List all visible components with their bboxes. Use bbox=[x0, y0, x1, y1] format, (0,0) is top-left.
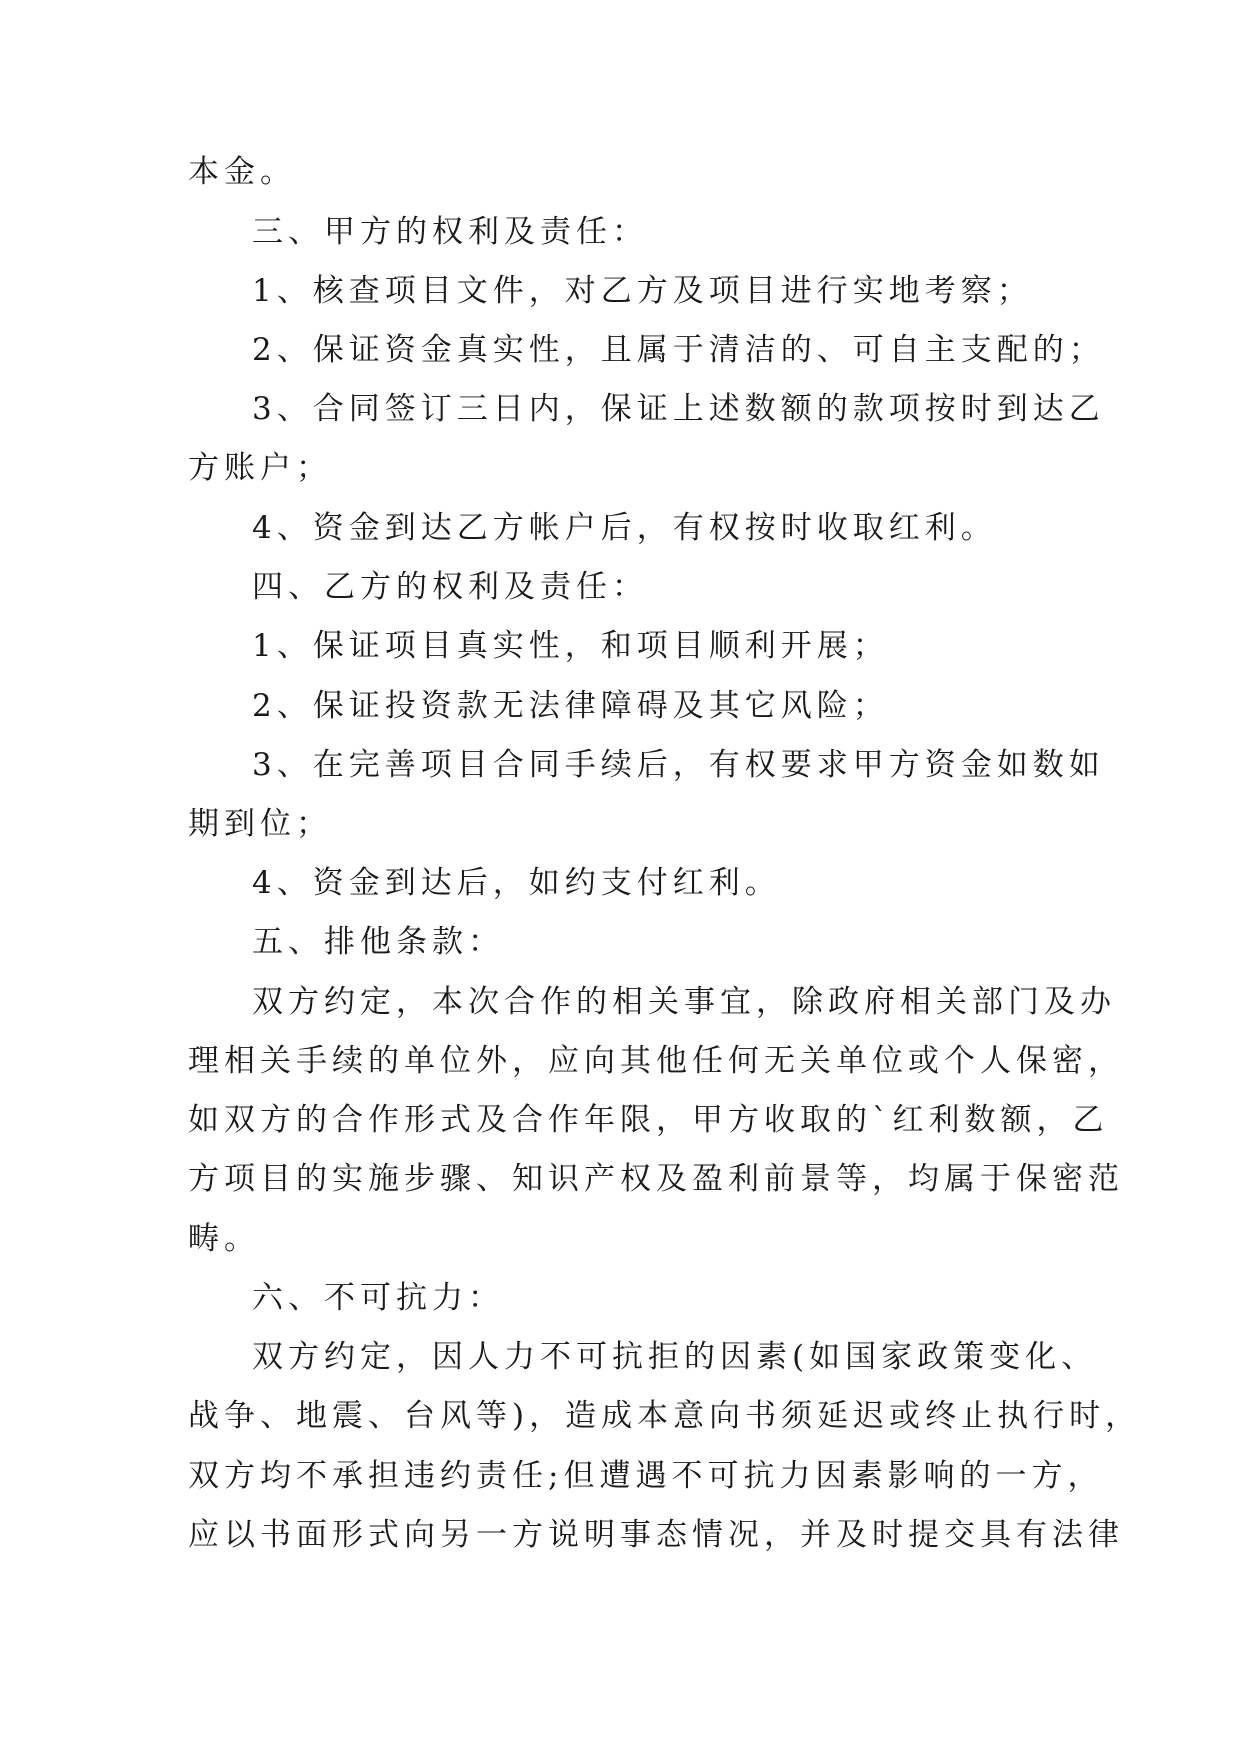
text-line: 双方约定，本次合作的相关事宜，除政府相关部门及办 bbox=[252, 984, 1116, 1020]
section-heading: 三、甲方的权利及责任： bbox=[252, 214, 648, 250]
text-line: 双方约定，因人力不可抗拒的因素(如国家政策变化、 bbox=[252, 1339, 1098, 1375]
text-line: 3、合同签订三日内，保证上述数额的款项按时到达乙 bbox=[252, 391, 1105, 427]
section-heading: 六、不可抗力： bbox=[252, 1280, 504, 1316]
text-line: 畴。 bbox=[188, 1221, 260, 1257]
text-line: 战争、地震、台风等)，造成本意向书须延迟或终止执行时， bbox=[188, 1398, 1142, 1434]
text-line: 3、在完善项目合同手续后，有权要求甲方资金如数如 bbox=[252, 747, 1105, 783]
text-line: 1、保证项目真实性，和项目顺利开展； bbox=[252, 628, 889, 664]
text-line: 双方均不承担违约责任;但遭遇不可抗力因素影响的一方， bbox=[188, 1458, 1104, 1494]
text-line: 期到位； bbox=[188, 806, 332, 842]
text-line: 本金。 bbox=[188, 154, 296, 190]
text-line: 4、资金到达后，如约支付红利。 bbox=[252, 865, 781, 901]
text-line: 应以书面形式向另一方说明事态情况，并及时提交具有法律 bbox=[188, 1517, 1124, 1553]
text-line: 如双方的合作形式及合作年限，甲方收取的`红利数额，乙 bbox=[188, 1102, 1109, 1138]
text-line: 1、核查项目文件，对乙方及项目进行实地考察； bbox=[252, 273, 1033, 309]
text-line: 方项目的实施步骤、知识产权及盈利前景等，均属于保密范 bbox=[188, 1161, 1124, 1197]
text-line: 4、资金到达乙方帐户后，有权按时收取红利。 bbox=[252, 510, 997, 546]
text-line: 2、保证资金真实性，且属于清洁的、可自主支配的； bbox=[252, 332, 1105, 368]
text-line: 2、保证投资款无法律障碍及其它风险； bbox=[252, 688, 889, 724]
text-line: 理相关手续的单位外，应向其他任何无关单位或个人保密， bbox=[188, 1043, 1124, 1079]
section-heading: 四、乙方的权利及责任： bbox=[252, 569, 648, 605]
text-line: 方账户； bbox=[188, 450, 332, 486]
section-heading: 五、排他条款： bbox=[252, 924, 504, 960]
